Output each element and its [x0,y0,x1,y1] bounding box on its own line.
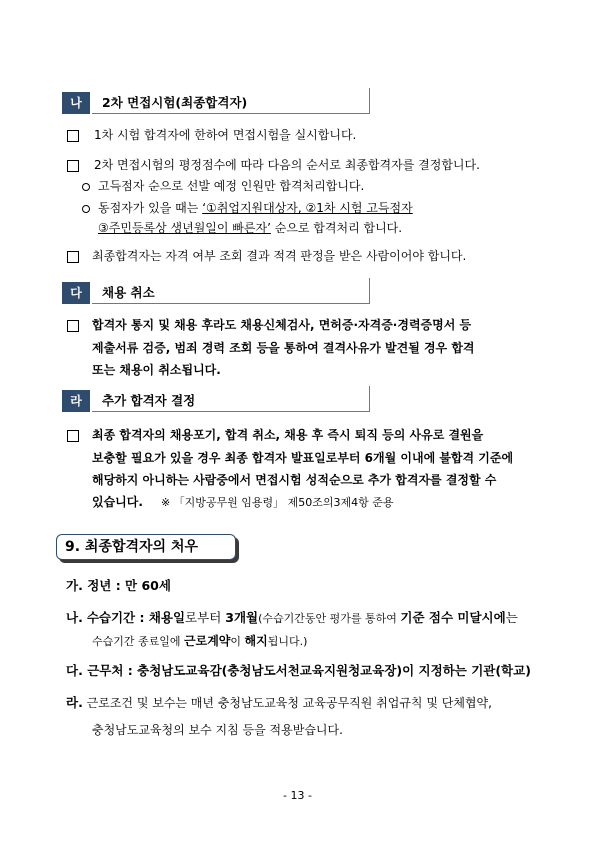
section-title: 추가 합격자 결정 [102,393,196,408]
section-vertical-line [369,88,370,114]
item-probation-cont [92,633,307,650]
circle-bullet-icon [82,205,90,213]
item-text: 이 [230,635,245,648]
item-label: 가. [66,578,83,593]
section-header-da [62,282,370,304]
regulation-note: ※ 「지방공무원 임용령」 제50조의3제4항 준용 [160,496,394,509]
checkbox-icon [67,320,79,332]
item-text: 는 [505,610,518,625]
section-badge: 라 [62,390,90,412]
paragraph-line: 또는 채용이 취소됩니다. [92,363,221,377]
item-conditions [66,695,492,711]
paragraph-line: 최종 합격자의 채용포기, 합격 취소, 채용 후 즉시 퇴직 등의 사유로 결원을 [92,428,484,442]
sub-item: 고득점자 순으로 선발 예정 인원만 합격처리합니다. [98,179,365,193]
sub-item-ranking-cont [98,220,402,236]
circle-bullet-icon [82,183,90,191]
item-text-bold: 해지 [244,634,268,648]
paragraph-line-last [92,494,394,511]
item-text-bold: 3개월 [225,610,259,625]
section-header-na [62,92,370,114]
item-text-bold: 기준 점수 미달시에 [400,610,506,625]
ranking-criteria-1: ‘①취업지원대상자, ②1차 시험 고득점자 [202,201,413,215]
section-badge: 다 [62,282,90,304]
item-text: 근무처 : 충청남도교육감(충청남도서천교육지원청교육장)이 지정하는 기관(학교) [87,663,531,678]
item-text: 로부터 [185,610,226,625]
paragraph-line: 보충할 필요가 있을 경우 최종 합격자 발표일로부터 6개월 이내에 불합격 기준에 [92,451,514,465]
sub-item-pre: 동점자가 있을 때는 [98,201,203,215]
list-item: 최종합격자는 자격 여부 조회 결과 적격 판정을 받은 사람이어야 합니다. [92,249,467,263]
section-underline [92,113,370,114]
page-number: - 13 - [283,789,312,802]
item-text-bold: 근로계약 [184,634,231,648]
section-badge: 나 [62,92,90,114]
item-workplace [66,663,531,679]
item-text: (수습기간동안 평가를 통하여 [258,612,401,625]
item-text: 수습기간 종료일에 [92,635,185,648]
sub-item-ranking [98,200,413,216]
item-probation [66,610,518,627]
checkbox-icon [67,130,79,142]
item-text: 근로조건 및 보수는 매년 충청남도교육청 교육공무직원 취업규칙 및 단체협약, [86,696,492,710]
item-label: 다. [66,663,83,678]
section-heading-9 [56,534,236,560]
section-vertical-line [369,386,370,412]
section-header-ra [62,390,370,412]
item-conditions-cont: 충청남도교육청의 보수 지침 등을 적용받습니다. [92,723,343,737]
section-underline [92,303,370,304]
paragraph-end: 있습니다. [92,495,143,509]
list-item: 2차 면접시험의 평정점수에 따라 다음의 순서로 최종합격자를 결정합니다. [94,158,480,172]
heading-title: 9. 최종합격자의 처우 [65,539,198,555]
checkbox-icon [67,160,79,172]
item-text: 됩니다.) [267,635,308,648]
paragraph-line: 합격자 통지 및 채용 후라도 채용신체검사, 면허증·자격증·경력증명서 등 [92,318,472,332]
item-text-bold: 수습기간 : 채용일 [86,610,186,625]
paragraph-line: 제출서류 검증, 범죄 경력 조회 등을 통하여 결격사유가 발견될 경우 합격 [92,341,475,355]
sub-item-post: 순으로 합격처리 합니다. [270,221,403,235]
checkbox-icon [67,251,79,263]
checkbox-icon [67,430,79,442]
section-title: 채용 취소 [102,285,155,300]
section-title: 2차 면접시험(최종합격자) [102,95,248,110]
item-retirement-age [66,578,171,594]
item-label: 나. [66,610,83,625]
section-underline [92,411,370,412]
item-label: 라. [66,695,83,710]
ranking-criteria-2: ③주민등록상 생년월일이 빠른자’ [98,221,271,235]
list-item: 1차 시험 합격자에 한하여 면접시험을 실시합니다. [94,128,357,142]
section-vertical-line [369,278,370,304]
paragraph-line: 해당하지 아니하는 사람중에서 면접시험 성적순으로 추가 합격자를 결정할 수 [92,473,497,487]
item-text: 정년 : 만 60세 [87,578,171,593]
